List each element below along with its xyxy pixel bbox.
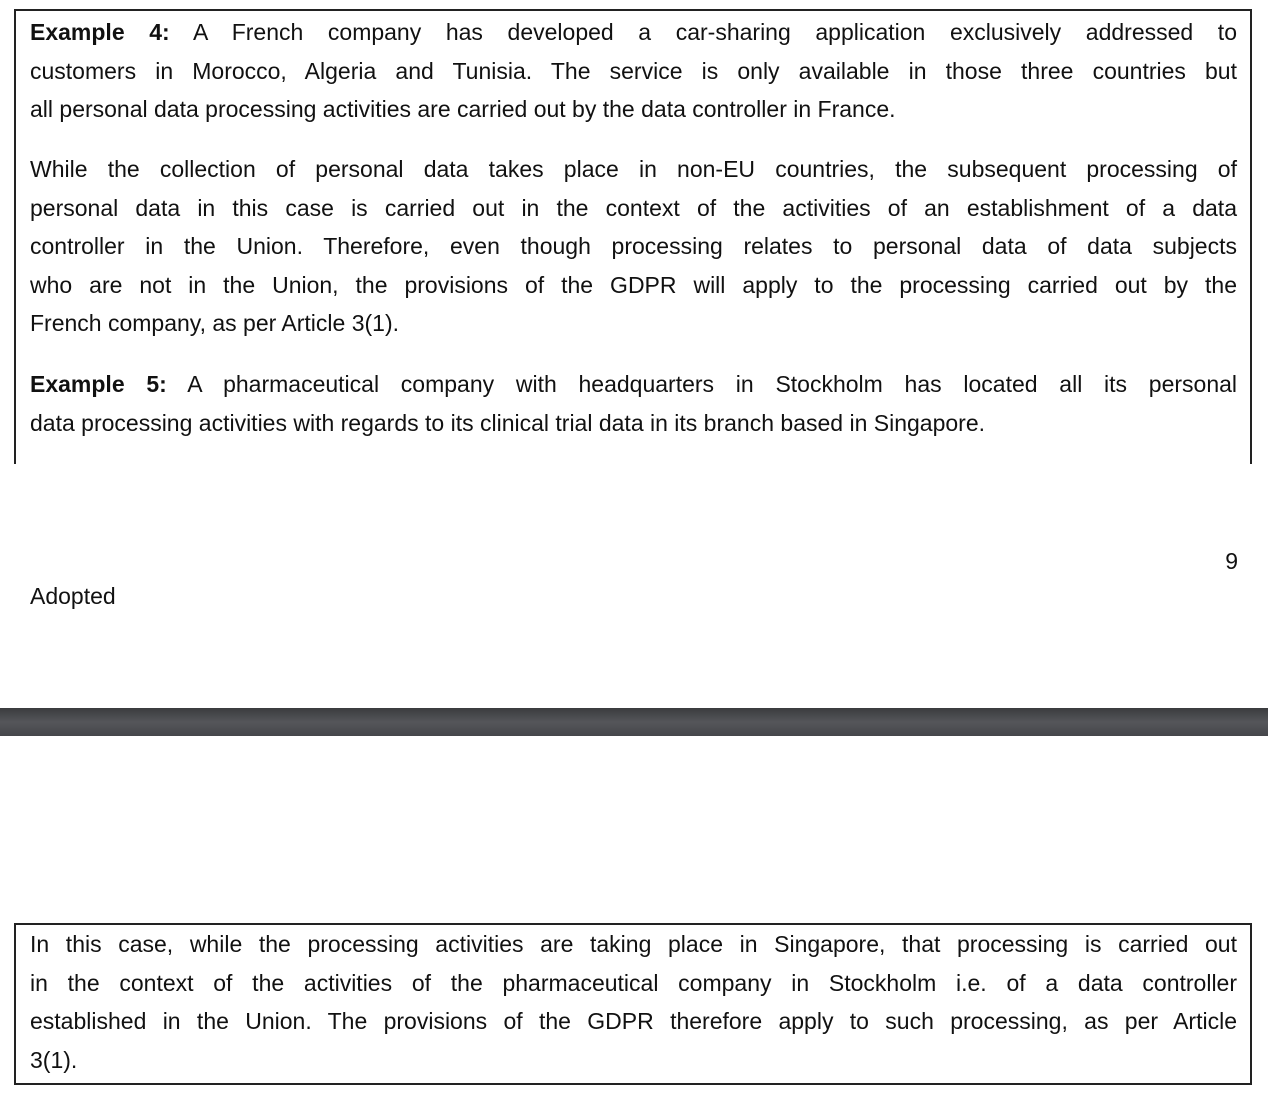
- text-line: In this case, while the processing activities are taking place in Singapore, that processing is carried out: [30, 931, 1237, 957]
- text-line: who are not in the Union, the provisions of the GDPR will apply to the processing carried out by the: [30, 271, 1237, 298]
- text-line: controller in the Union. Therefore, even though processing relates to personal data of data subjects: [30, 233, 1237, 259]
- text-line: While the collection of personal data takes place in non-EU countries, the subsequent processing of: [30, 156, 1237, 182]
- text-run: A pharmaceutical company with headquarters in Stockholm has located all its personal: [166, 371, 1238, 397]
- text-line: personal data in this case is carried out in the context of the activities of an establishment of a data: [30, 194, 1237, 221]
- example-label: Example 4:: [30, 19, 170, 45]
- text-run: A French company has developed a car-sharing application exclusively addressed to: [169, 19, 1237, 45]
- page-number: 9: [1225, 548, 1238, 574]
- text-line: [30, 365, 1237, 404]
- page-separator: [0, 708, 1268, 736]
- text-line: established in the Union. The provisions of the GDPR therefore apply to such processing, as per Article: [30, 1008, 1237, 1034]
- example-4-paragraph: [30, 13, 1237, 129]
- text-line: in the context of the activities of the pharmaceutical company in Stockholm i.e. of a data controller: [30, 969, 1237, 996]
- text-line: all personal data processing activities are carried out by the data controller in France.: [30, 96, 896, 122]
- text-line: data processing activities with regards to its clinical trial data in its branch based in Singapore.: [30, 409, 985, 436]
- example-5-paragraph: [30, 365, 1237, 442]
- explanation-paragraph: [30, 150, 1237, 343]
- text-line: customers in Morocco, Algeria and Tunisia. The service is only available in those three countries but: [30, 57, 1237, 84]
- footer-adopted: Adopted: [30, 583, 116, 609]
- example-label: Example 5:: [30, 371, 167, 397]
- text-line: [30, 13, 1237, 52]
- text-line: French company, as per Article 3(1).: [30, 310, 399, 336]
- text-line: 3(1).: [30, 1046, 78, 1073]
- example-5-continuation-paragraph: [30, 925, 1237, 1079]
